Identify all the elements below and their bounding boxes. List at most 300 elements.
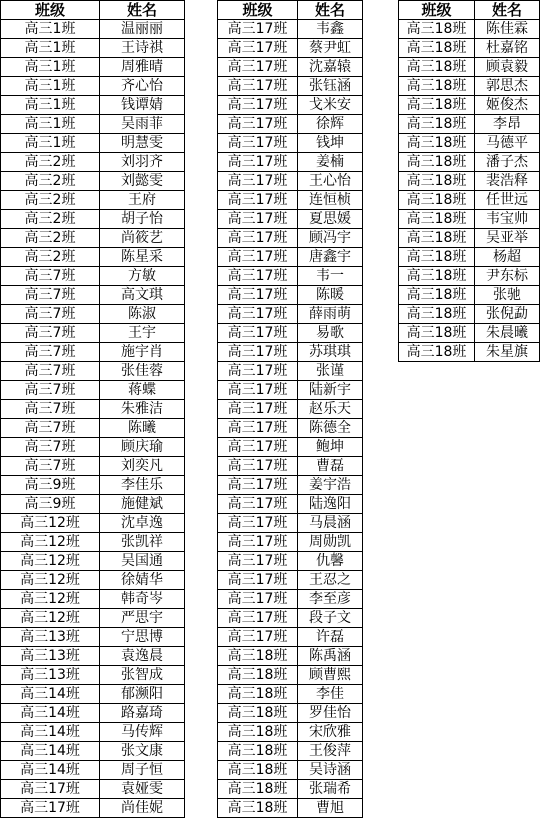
name-cell: 明慧雯 [100,134,185,153]
class-cell: 高三17班 [218,305,298,324]
class-cell: 高三17班 [218,229,298,248]
class-cell: 高三17班 [218,381,298,400]
class-cell: 高三1班 [1,20,100,39]
class-cell: 高三18班 [399,134,475,153]
name-cell: 高文琪 [100,286,185,305]
name-cell: 张瑞希 [298,780,363,799]
name-cell: 戈米安 [298,96,363,115]
table-row [218,419,363,438]
name-cell: 钱谭婧 [100,96,185,115]
table-row [1,780,185,799]
table-row [399,191,540,210]
table-row [1,457,185,476]
class-cell: 高三2班 [1,153,100,172]
class-cell: 高三12班 [1,590,100,609]
name-cell: 李至彦 [298,590,363,609]
name-cell: 刘奕凡 [100,457,185,476]
table-row [218,191,363,210]
table-row [399,305,540,324]
table-row [1,647,185,666]
table-row [218,761,363,780]
table-row [218,495,363,514]
class-cell: 高三1班 [1,58,100,77]
name-cell: 姜楠 [298,153,363,172]
table-row [1,685,185,704]
class-cell: 高三18班 [218,799,298,818]
class-cell: 高三12班 [1,552,100,571]
class-cell: 高三17班 [218,153,298,172]
roster-table-2 [217,0,363,818]
name-cell: 裴浩释 [475,172,540,191]
class-cell: 高三17班 [218,58,298,77]
name-cell: 张倪勐 [475,305,540,324]
class-cell: 高三18班 [399,172,475,191]
table-row [1,799,185,818]
class-cell: 高三18班 [399,267,475,286]
name-cell: 严思宇 [100,609,185,628]
name-cell: 韦宝帅 [475,210,540,229]
class-cell: 高三2班 [1,248,100,267]
class-cell: 高三18班 [399,343,475,362]
table-row [1,552,185,571]
name-cell: 刘羽齐 [100,153,185,172]
name-cell: 鲍坤 [298,438,363,457]
table-row [399,210,540,229]
table-row [1,248,185,267]
class-cell: 高三17班 [218,609,298,628]
header-row [1,1,185,20]
table-row [1,153,185,172]
table-row [218,514,363,533]
table-row [399,324,540,343]
name-cell: 路嘉琦 [100,704,185,723]
table-row [1,267,185,286]
class-cell: 高三18班 [218,666,298,685]
name-cell: 张文康 [100,742,185,761]
class-cell: 高三17班 [218,514,298,533]
class-cell: 高三18班 [399,191,475,210]
table-row [218,799,363,818]
class-cell: 高三17班 [218,533,298,552]
name-cell: 张凯祥 [100,533,185,552]
class-cell: 高三1班 [1,39,100,58]
class-cell: 高三18班 [218,742,298,761]
table-row [218,666,363,685]
name-cell: 张谨 [298,362,363,381]
table-row [218,476,363,495]
name-cell: 李佳乐 [100,476,185,495]
table-row [218,172,363,191]
name-cell: 姬俊杰 [475,96,540,115]
table-row [1,58,185,77]
name-cell: 李佳 [298,685,363,704]
name-cell: 蔡尹虹 [298,39,363,58]
name-cell: 韩奇岑 [100,590,185,609]
name-cell: 王宇 [100,324,185,343]
class-cell: 高三17班 [1,780,100,799]
class-cell: 高三17班 [218,39,298,58]
table-row [399,286,540,305]
class-cell: 高三17班 [218,248,298,267]
class-cell: 高三2班 [1,191,100,210]
name-cell: 钱坤 [298,134,363,153]
table-row [1,381,185,400]
class-cell: 高三18班 [399,286,475,305]
name-cell: 沈卓逸 [100,514,185,533]
class-cell: 高三7班 [1,324,100,343]
name-cell: 王忍之 [298,571,363,590]
table-row [1,666,185,685]
name-cell: 任世远 [475,191,540,210]
class-cell: 高三2班 [1,172,100,191]
name-cell: 齐心怡 [100,77,185,96]
table-row [399,248,540,267]
name-cell: 陆新宇 [298,381,363,400]
class-cell: 高三14班 [1,723,100,742]
class-cell: 高三18班 [218,704,298,723]
class-cell: 高三18班 [218,685,298,704]
table-row [399,153,540,172]
table-row [218,248,363,267]
table-row [399,172,540,191]
name-cell: 王心怡 [298,172,363,191]
header-row [218,1,363,20]
name-cell: 易歌 [298,324,363,343]
name-cell: 陈星采 [100,248,185,267]
table-row [218,210,363,229]
class-cell: 高三14班 [1,704,100,723]
table-row [1,590,185,609]
table-row [218,362,363,381]
class-cell: 高三17班 [218,495,298,514]
name-cell: 陈淑 [100,305,185,324]
class-cell: 高三18班 [399,77,475,96]
table-row [218,343,363,362]
table-row [399,229,540,248]
class-cell: 高三18班 [399,96,475,115]
name-cell: 夏思媛 [298,210,363,229]
name-cell: 李昂 [475,115,540,134]
class-cell: 高三2班 [1,210,100,229]
name-cell: 马传辉 [100,723,185,742]
name-cell: 陆逸阳 [298,495,363,514]
table-row [218,77,363,96]
header-row [399,1,540,20]
class-cell: 高三14班 [1,742,100,761]
table-row [218,533,363,552]
table-row [218,115,363,134]
name-cell: 顾曹熙 [298,666,363,685]
class-cell: 高三17班 [1,799,100,818]
class-cell: 高三17班 [218,115,298,134]
class-cell: 高三17班 [218,324,298,343]
name-cell: 王府 [100,191,185,210]
class-cell: 高三7班 [1,438,100,457]
name-cell: 施宇肖 [100,343,185,362]
name-cell: 张智成 [100,666,185,685]
class-cell: 高三17班 [218,77,298,96]
name-cell: 郁濒阳 [100,685,185,704]
class-cell: 高三17班 [218,571,298,590]
table-row [218,39,363,58]
name-cell: 连恒桢 [298,191,363,210]
class-cell: 高三17班 [218,419,298,438]
name-cell: 刘懿雯 [100,172,185,191]
name-cell: 方敏 [100,267,185,286]
table-row [218,58,363,77]
class-cell: 高三17班 [218,457,298,476]
table-row [218,20,363,39]
name-cell: 陈德全 [298,419,363,438]
class-cell: 高三14班 [1,685,100,704]
name-cell: 罗佳怡 [298,704,363,723]
table-row [399,134,540,153]
name-cell: 周子恒 [100,761,185,780]
table-row [1,286,185,305]
class-cell: 高三18班 [218,761,298,780]
name-cell: 徐辉 [298,115,363,134]
table-row [1,362,185,381]
class-cell: 高三13班 [1,647,100,666]
name-cell: 施健斌 [100,495,185,514]
name-cell: 宁思博 [100,628,185,647]
name-cell: 吴亚举 [475,229,540,248]
table-row [399,115,540,134]
class-cell: 高三18班 [399,153,475,172]
table-row [218,552,363,571]
class-cell: 高三7班 [1,400,100,419]
name-cell: 袁逸晨 [100,647,185,666]
table-row [218,590,363,609]
class-cell: 高三18班 [399,115,475,134]
name-cell: 陈佳霖 [475,20,540,39]
name-cell: 朱晨曦 [475,324,540,343]
class-cell: 高三17班 [218,172,298,191]
name-header: 姓名 [475,1,540,20]
table-row [1,324,185,343]
name-cell: 仇馨 [298,552,363,571]
class-cell: 高三17班 [218,134,298,153]
table-row [218,305,363,324]
class-cell: 高三7班 [1,267,100,286]
table-row [1,742,185,761]
table-row [1,571,185,590]
class-cell: 高三17班 [218,476,298,495]
name-cell: 马晨涵 [298,514,363,533]
class-cell: 高三1班 [1,77,100,96]
class-cell: 高三17班 [218,210,298,229]
table-row [218,723,363,742]
table-row [1,400,185,419]
class-cell: 高三12班 [1,609,100,628]
name-cell: 陈禹涵 [298,647,363,666]
table-row [218,438,363,457]
table-row [218,457,363,476]
table-row [218,647,363,666]
name-cell: 潘子杰 [475,153,540,172]
class-header: 班级 [218,1,298,20]
table-row [1,723,185,742]
class-cell: 高三18班 [218,780,298,799]
roster-table-3 [398,0,540,362]
name-cell: 朱星旗 [475,343,540,362]
name-cell: 王俊萍 [298,742,363,761]
class-cell: 高三17班 [218,20,298,39]
name-cell: 周雅晴 [100,58,185,77]
table-row [218,153,363,172]
name-cell: 陈暖 [298,286,363,305]
class-cell: 高三18班 [399,229,475,248]
class-cell: 高三13班 [1,628,100,647]
class-cell: 高三18班 [399,58,475,77]
class-cell: 高三12班 [1,571,100,590]
table-row [399,58,540,77]
class-cell: 高三1班 [1,134,100,153]
name-cell: 姜宇浩 [298,476,363,495]
table-row [1,438,185,457]
name-cell: 尚佳妮 [100,799,185,818]
name-cell: 杨超 [475,248,540,267]
table-row [1,115,185,134]
name-cell: 曹旭 [298,799,363,818]
name-header: 姓名 [298,1,363,20]
table-row [218,571,363,590]
class-cell: 高三12班 [1,533,100,552]
class-cell: 高三18班 [399,248,475,267]
name-cell: 韦鑫 [298,20,363,39]
name-cell: 赵乐天 [298,400,363,419]
class-cell: 高三17班 [218,628,298,647]
table-row [218,286,363,305]
name-cell: 顾庆瑜 [100,438,185,457]
table-row [399,96,540,115]
class-cell: 高三17班 [218,286,298,305]
name-cell: 苏琪琪 [298,343,363,362]
table-row [218,780,363,799]
class-cell: 高三12班 [1,514,100,533]
name-cell: 杜嘉铭 [475,39,540,58]
name-cell: 顾冯宇 [298,229,363,248]
name-cell: 宋欣雅 [298,723,363,742]
class-cell: 高三17班 [218,343,298,362]
table-row [399,20,540,39]
table-row [218,134,363,153]
name-cell: 朱雅洁 [100,400,185,419]
roster-table-1 [0,0,185,818]
name-cell: 韦一 [298,267,363,286]
table-row [1,533,185,552]
table-row [218,267,363,286]
table-row [1,419,185,438]
class-cell: 高三7班 [1,286,100,305]
name-cell: 沈嘉辕 [298,58,363,77]
class-cell: 高三1班 [1,115,100,134]
name-cell: 尹东标 [475,267,540,286]
class-cell: 高三18班 [218,647,298,666]
class-cell: 高三18班 [399,324,475,343]
class-cell: 高三14班 [1,761,100,780]
name-cell: 马德平 [475,134,540,153]
table-row [1,96,185,115]
name-cell: 陈曦 [100,419,185,438]
name-cell: 袁娅雯 [100,780,185,799]
class-cell: 高三17班 [218,552,298,571]
name-cell: 吴诗涵 [298,761,363,780]
name-cell: 吴国通 [100,552,185,571]
table-row [399,39,540,58]
class-cell: 高三17班 [218,590,298,609]
class-cell: 高三17班 [218,96,298,115]
table-row [1,134,185,153]
name-cell: 王诗祺 [100,39,185,58]
name-cell: 胡子怡 [100,210,185,229]
class-cell: 高三17班 [218,191,298,210]
class-header: 班级 [1,1,100,20]
name-cell: 周勋凯 [298,533,363,552]
table-row [218,381,363,400]
table-row [1,172,185,191]
table-row [1,343,185,362]
table-row [1,514,185,533]
table-row [1,191,185,210]
table-row [218,400,363,419]
class-cell: 高三18班 [218,723,298,742]
class-cell: 高三7班 [1,457,100,476]
table-row [218,628,363,647]
table-row [1,77,185,96]
class-cell: 高三17班 [218,438,298,457]
class-cell: 高三9班 [1,495,100,514]
name-cell: 蒋蝶 [100,381,185,400]
name-cell: 唐鑫宇 [298,248,363,267]
class-header: 班级 [399,1,475,20]
name-cell: 张佳蓉 [100,362,185,381]
table-row [1,229,185,248]
class-cell: 高三18班 [399,305,475,324]
class-cell: 高三17班 [218,362,298,381]
class-cell: 高三17班 [218,400,298,419]
class-cell: 高三7班 [1,362,100,381]
table-row [218,685,363,704]
class-cell: 高三18班 [399,39,475,58]
table-row [1,305,185,324]
name-header: 姓名 [100,1,185,20]
table-row [218,229,363,248]
table-row [399,267,540,286]
class-cell: 高三17班 [218,267,298,286]
table-row [1,476,185,495]
name-cell: 尚筱艺 [100,229,185,248]
table-row [1,704,185,723]
name-cell: 张钰涵 [298,77,363,96]
name-cell: 张驰 [475,286,540,305]
table-row [218,609,363,628]
table-row [399,343,540,362]
table-row [1,39,185,58]
name-cell: 曹磊 [298,457,363,476]
name-cell: 薛雨萌 [298,305,363,324]
class-cell: 高三2班 [1,229,100,248]
class-cell: 高三18班 [399,210,475,229]
name-cell: 许磊 [298,628,363,647]
name-cell: 吴雨菲 [100,115,185,134]
table-row [1,628,185,647]
table-row [218,742,363,761]
name-cell: 顾袁毅 [475,58,540,77]
class-cell: 高三7班 [1,305,100,324]
table-row [1,609,185,628]
table-row [1,20,185,39]
